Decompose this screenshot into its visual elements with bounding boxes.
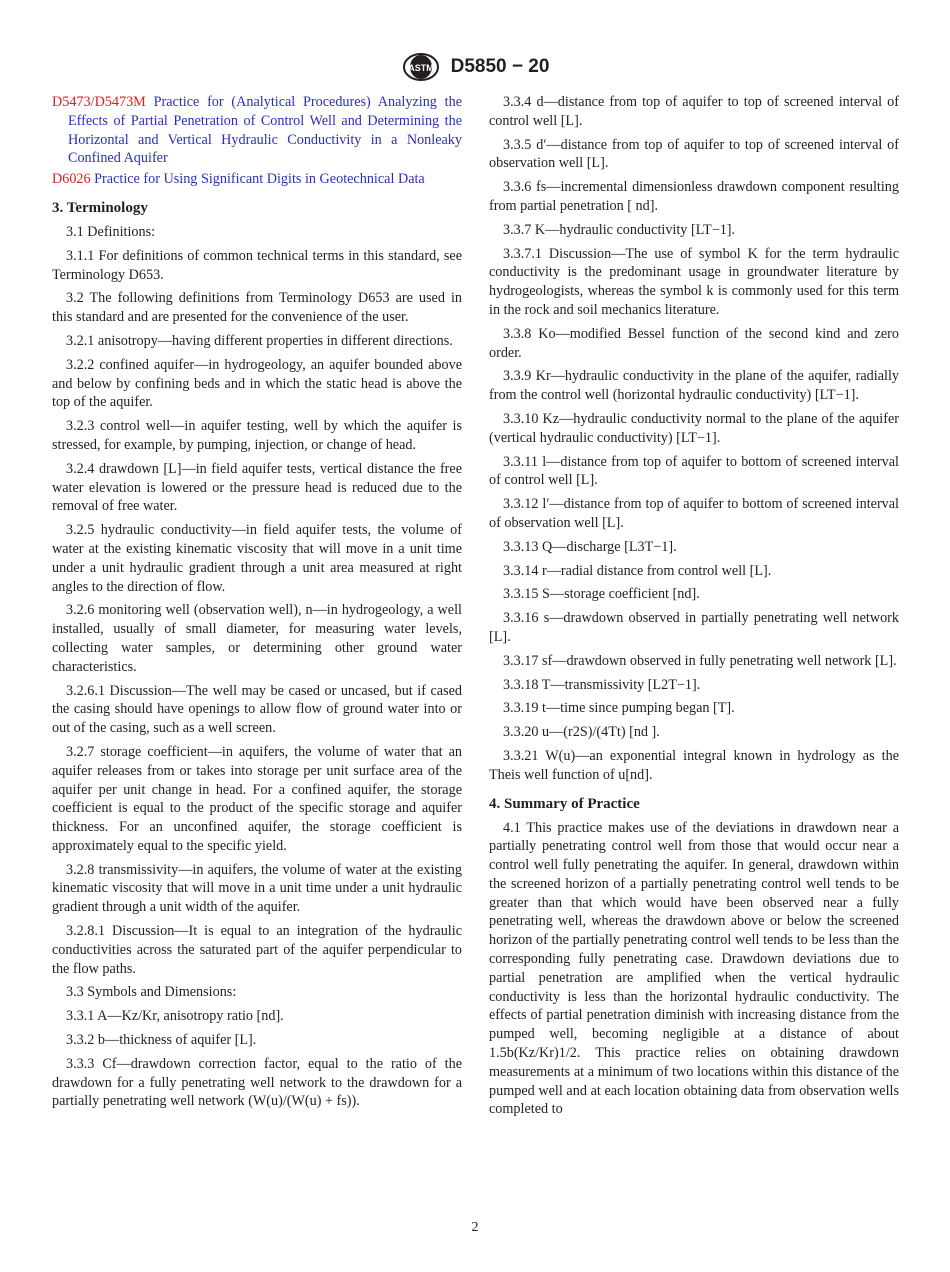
paragraph-3-2-8: 3.2.8 transmissivity—in aquifers, the volume of water at the existing kinematic viscosity that will move in a unit time under a unit hydraulic gradient through a unit width of the aquifer.	[52, 861, 462, 916]
paragraph-3-1-1: 3.1.1 For definitions of common technical terms in this standard, see Terminology D653.	[52, 247, 462, 283]
paragraph-3-2-4: 3.2.4 drawdown [L]—in field aquifer tests, vertical distance the free water elevation is lowered or the pressure head is reduced due to the removal of free water.	[52, 460, 462, 515]
page-header	[0, 52, 950, 88]
paragraph-3-3-21: 3.3.21 W(u)—an exponential integral known in hydrology as the Theis well function of u[nd].	[489, 747, 899, 783]
section-heading-terminology: 3. Terminology	[52, 199, 148, 216]
paragraph-3-2-7: 3.2.7 storage coefficient—in aquifers, the volume of water that an aquifer releases from or takes into storage per unit surface area of the aquifer per unit change in head. For a confined aquifer, the storage coefficient is equal to the product of the specific storage and aquifer thickness. For an unconfined aquifer, the storage coefficient is approximately equal to the specific yield.	[52, 743, 462, 854]
paragraph-3-3-13: 3.3.13 Q—discharge [L3T−1].	[503, 538, 677, 555]
reference-link-d5473[interactable]: D5473/D5473M	[52, 94, 146, 110]
paragraph-3-3-15: 3.3.15 S—storage coefficient [nd].	[503, 586, 700, 603]
paragraph-3-3-14: 3.3.14 r—radial distance from control well [L].	[503, 562, 772, 579]
paragraph-3-2-3: 3.2.3 control well—in aquifer testing, well by which the aquifer is stressed, for example, by pumping, injection, or change of head.	[52, 418, 462, 453]
reference-title: Practice for (Analytical Procedures) Analyzing the Effects of Partial Penetration of Control Well and Determining the Horizontal and Vertical Hydraulic Conductivity in a Nonleaky Confined Aquifer	[68, 94, 463, 167]
paragraph-3-3-7-1: 3.3.7.1 Discussion—The use of symbol K for the term hydraulic conductivity is the predominant usage in groundwater literature by hydrogeologists, whereas the symbol k is commonly used for this term in the rock and soil mechanics literature.	[489, 245, 899, 318]
paragraph-3-3-20: 3.3.20 u—(r2S)/(4Tt) [nd ].	[503, 724, 660, 741]
paragraph-3-3-4: 3.3.4 d—distance from top of aquifer to top of screened interval of control well [L].	[489, 94, 899, 129]
paragraph-3-3-1: 3.3.1 A—Kz/Kr, anisotropy ratio [nd].	[66, 1008, 284, 1025]
paragraph-3-2-5: 3.2.5 hydraulic conductivity—in field aquifer tests, the volume of water at the existing kinematic viscosity that will move in a unit time under a unit hydraulic gradient through a unit area measured at right angles to the direction of flow.	[52, 522, 462, 595]
paragraph-3-2-6-1: 3.2.6.1 Discussion—The well may be cased or uncased, but if cased the casing should have openings to allow flow of ground water into or out of the casing, such as a well screen.	[52, 682, 462, 737]
paragraph-3-2-8-1: 3.2.8.1 Discussion—It is equal to an integration of the hydraulic conductivities across the saturated part of the aquifer perpendicular to the flow paths.	[52, 923, 462, 977]
reference-d6026	[52, 170, 462, 189]
document-id: D5850 − 20	[450, 56, 550, 77]
paragraph-3-2: 3.2 The following definitions from Terminology D653 are used in this standard and are presented for the convenience of the user.	[52, 290, 462, 326]
paragraph-3-3-11: 3.3.11 l—distance from top of aquifer to bottom of screened interval of control well [L].	[489, 453, 899, 489]
paragraph-4-1: 4.1 This practice makes use of the deviations in drawdown near a partially penetrating control well from those that would occur near a control well fully penetrating the aquifer. In general, drawdown within the screened horizon of a partially penetrating control well tends to be greater than that which would have been observed near a fully penetrating well, whereas the drawdown above or below the screened horizon of the partially penetrating control well tends to be less than the corresponding fully penetrating case. Drawdown deviations due to partial penetration are amplified when the vertical hydraulic conductivity is less than the horizontal hydraulic conductivity. The effects of partial penetration diminish with increasing distance from the pumped well, becoming negligible at a distance of about 1.5b(Kz/Kr)1/2. This practice relies on obtaining drawdown measurements at a minimum of two locations within this distance of the pumped well and at each location obtaining data from observation wells completed to	[489, 819, 899, 1118]
paragraph-3-3: 3.3 Symbols and Dimensions:	[66, 984, 237, 1001]
paragraph-3-2-2: 3.2.2 confined aquifer—in hydrogeology, an aquifer bounded above and below by confining beds and in which the static head is above the top of the aquifer.	[52, 356, 462, 411]
reference-link-d6026[interactable]: D6026	[52, 171, 91, 188]
paragraph-3-3-10: 3.3.10 Kz—hydraulic conductivity normal to the plane of the aquifer (vertical hydraulic conductivity) [LT−1].	[489, 410, 899, 446]
paragraph-3-3-8: 3.3.8 Ko—modified Bessel function of the second kind and zero order.	[489, 325, 899, 361]
reference-d5473	[52, 93, 462, 168]
astm-logo-icon	[401, 52, 441, 82]
section-heading-summary: 4. Summary of Practice	[489, 795, 640, 812]
page-number: 2	[471, 1220, 479, 1235]
paragraph-3-3-6: 3.3.6 fs—incremental dimensionless drawdown component resulting from partial penetration [ nd].	[489, 179, 899, 214]
paragraph-3-3-7: 3.3.7 K—hydraulic conductivity [LT−1].	[503, 221, 736, 238]
paragraph-3-2-1: 3.2.1 anisotropy—having different properties in different directions.	[66, 332, 453, 349]
left-column	[52, 93, 462, 1116]
paragraph-3-3-17: 3.3.17 sf—drawdown observed in fully penetrating well network [L].	[503, 652, 897, 669]
paragraph-3-3-12: 3.3.12 l′—distance from top of aquifer to bottom of screened interval of observation well [L].	[489, 496, 899, 531]
paragraph-3-1: 3.1 Definitions:	[66, 223, 156, 240]
paragraph-3-3-5: 3.3.5 d′—distance from top of aquifer to top of screened interval of observation well [L].	[489, 136, 899, 172]
paragraph-3-3-16: 3.3.16 s—drawdown observed in partially penetrating well network [L].	[489, 610, 899, 645]
right-column	[489, 93, 899, 1124]
paragraph-3-2-6: 3.2.6 monitoring well (observation well), n—in hydrogeology, a well installed, usually of small diameter, for measuring water levels, collecting water samples, or determining other ground water characteristics.	[52, 602, 462, 675]
paragraph-3-3-9: 3.3.9 Kr—hydraulic conductivity in the plane of the aquifer, radially from the control well (horizontal hydraulic conductivity) [LT−1].	[489, 368, 899, 404]
paragraph-3-3-18: 3.3.18 T—transmissivity [L2T−1].	[503, 676, 701, 693]
reference-title: Practice for Using Significant Digits in Geotechnical Data	[94, 171, 425, 188]
svg-text:ASTM: ASTM	[407, 63, 434, 73]
paragraph-3-3-19: 3.3.19 t—time since pumping began [T].	[503, 700, 735, 717]
paragraph-3-3-3: 3.3.3 Cf—drawdown correction factor, equal to the ratio of the drawdown for a fully penetrating well network to the drawdown for a partially penetrating well network (W(u)/(W(u) + fs)).	[52, 1055, 462, 1110]
paragraph-3-3-2: 3.3.2 b—thickness of aquifer [L].	[66, 1032, 257, 1049]
